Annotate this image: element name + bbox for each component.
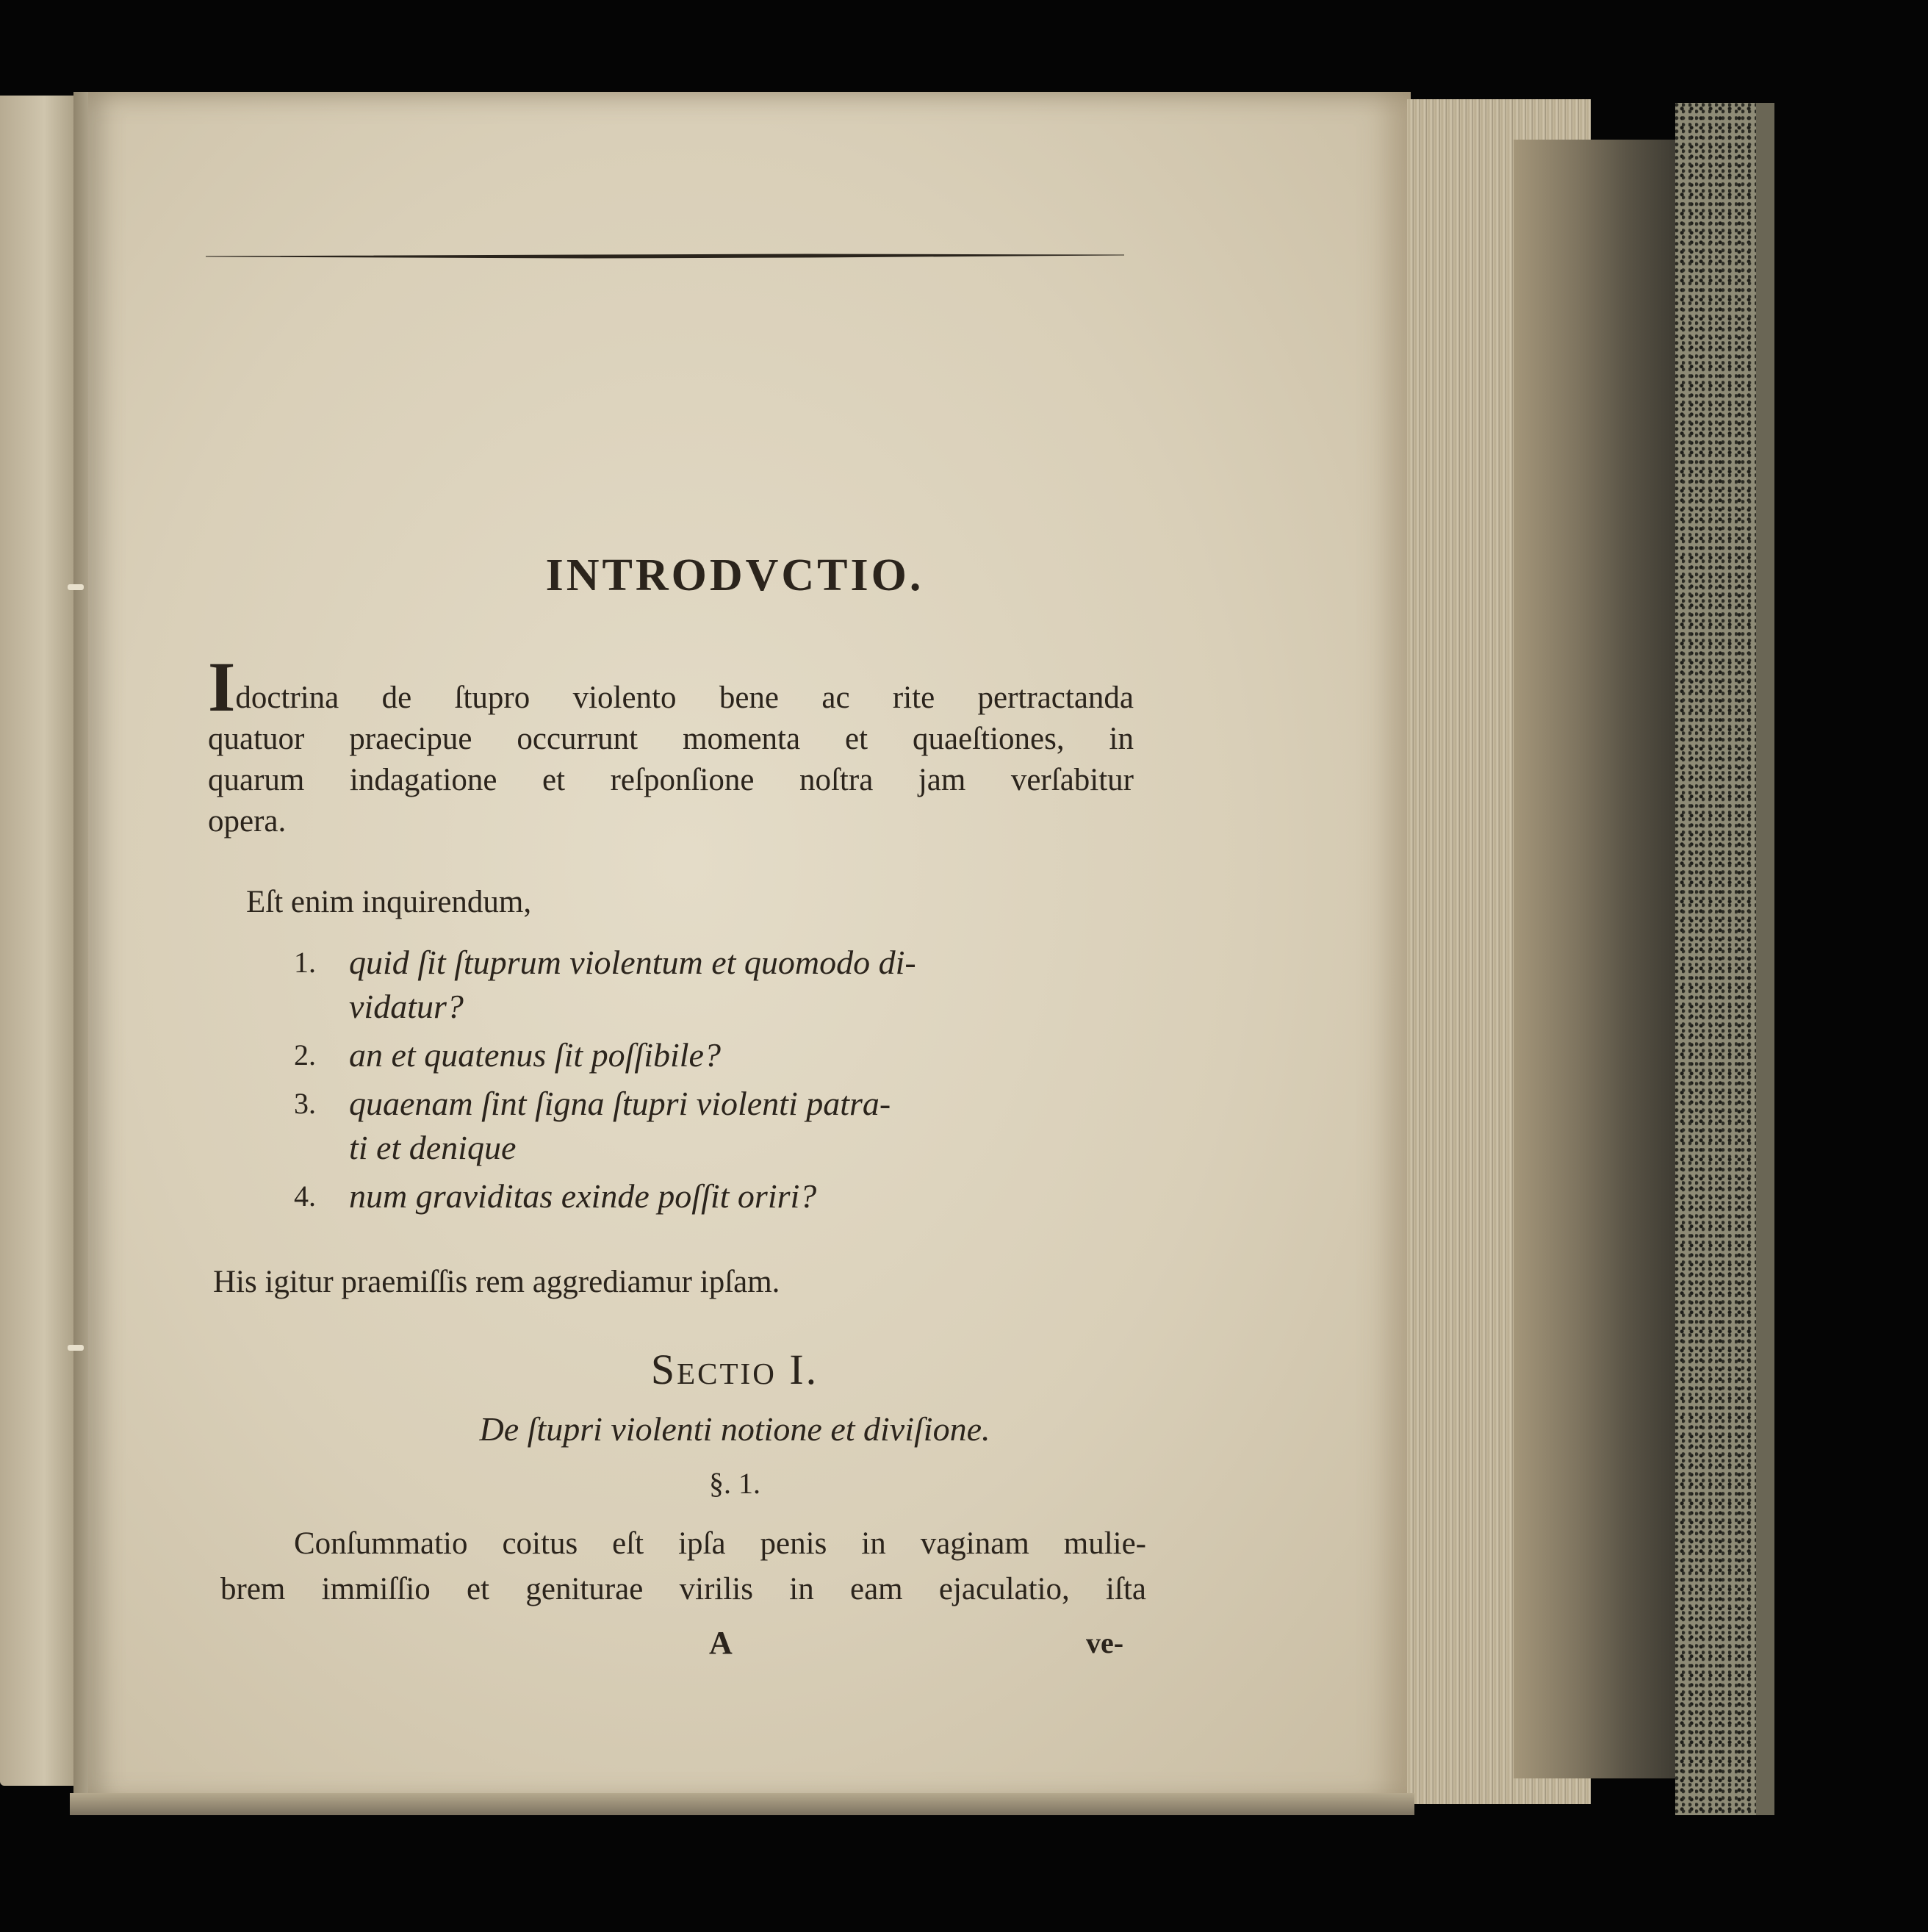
question-list [294,941,1139,1223]
section-body [220,1521,1146,1612]
page-heading: INTRODVCTIO. [545,550,924,600]
question-text: an et quatenus ſit poſſibile? [349,1036,721,1074]
closing-line: His igitur praemiſſis rem aggrediamur ipſam. [213,1265,780,1299]
paragraph-line-1: Idoctrina de ſtupro violento bene ac rite pertractanda [208,647,1134,726]
question-text: quaenam ſint ſigna ſtupri violenti patra- [349,1085,891,1122]
question-number: 2. [294,1038,316,1071]
question-item [294,1174,1139,1218]
left-page-edge [0,96,81,1786]
drop-cap: I [208,647,236,726]
question-continuation: ti et denique [349,1129,517,1166]
paragraph-sign: §. 1. [709,1467,760,1500]
question-continuation: vidatur? [349,988,464,1025]
section-subtitle: De ſtupri violenti notione et diviſione. [479,1410,990,1448]
cover-edge [1756,103,1774,1815]
decorative-rule [206,252,1124,259]
page-bottom-edge [70,1793,1414,1815]
body-line-2: brem immiſſio et geniturae virilis in eam ejaculatio, iſta [220,1572,1146,1606]
inquiry-line: Eſt enim inquirendum, [246,885,532,919]
question-number: 1. [294,946,316,979]
question-text: num graviditas exinde poſſit oriri? [349,1177,817,1215]
intro-paragraph [208,647,1134,842]
paragraph-line-3: quarum indagatione et reſponſione noſtra jam verſabitur [208,763,1134,797]
question-number: 4. [294,1179,316,1213]
catchword: ve- [1086,1626,1124,1659]
question-item [294,941,1139,1029]
paragraph-line-4: opera. [208,804,287,838]
question-item [294,1082,1139,1170]
question-item [294,1033,1139,1077]
question-number: 3. [294,1087,316,1120]
paragraph-line-2: quatuor praecipue occurrunt momenta et quaeſtiones, in [208,722,1134,756]
body-line-1: Conſummatio coitus eſt ipſa penis in vaginam mulie- [294,1526,1146,1561]
page-block-shadow [1514,140,1675,1778]
section-title: Sectio I. [650,1346,819,1393]
signature-mark: A [709,1625,733,1661]
question-text: quid ſit ſtuprum violentum et quomodo di- [349,944,916,981]
